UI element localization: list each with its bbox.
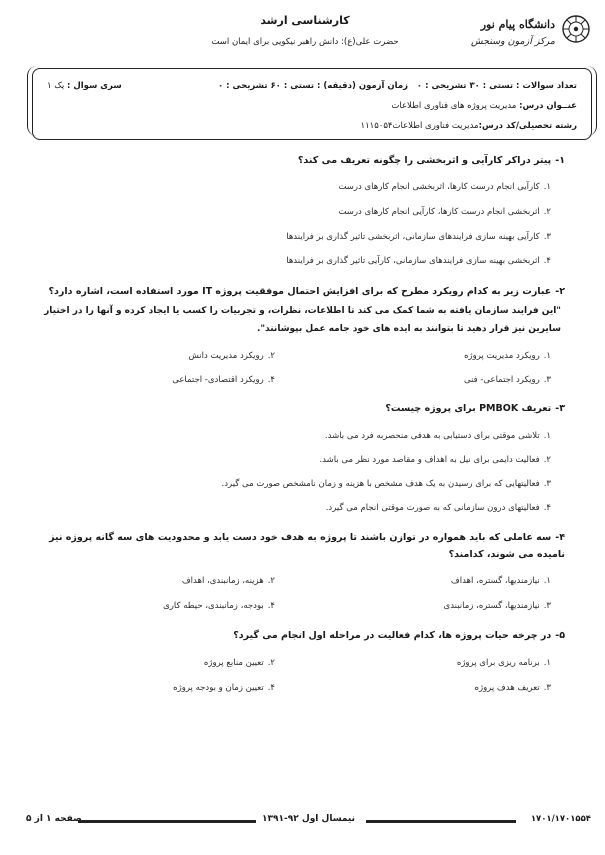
- question-5-option-1[interactable]: ۱.برنامه ریزی برای پروژه: [456, 658, 551, 668]
- university-name: دانشگاه پیام نور: [480, 18, 555, 31]
- question-4-option-1[interactable]: ۱.نیازمندیها، گستره، اهداف: [450, 576, 551, 586]
- question-4-option-4[interactable]: ۴.بودجه، زمانبندی، حیطه کاری: [163, 601, 275, 611]
- page-footer: [26, 814, 591, 828]
- university-emblem-icon: [561, 14, 591, 44]
- question-5-option-4[interactable]: ۴.تعیین زمان و بودجه پروژه: [173, 683, 275, 693]
- term-label: نیمسال اول ۹۲-۱۳۹۱: [262, 814, 355, 824]
- question-2-quote: "این فرایند سازمان یافته به شما کمک می کند تا اطلاعات، نظرات، و تجربیات را کسب یا ایجاد کرده و آنها را در اختیار سایرین نیز قرار دهید تا بتوانند به ایده های خود جامه عمل بپوشانند".: [44, 306, 561, 334]
- question-2-option-4[interactable]: ۴.رویکرد اقتصادی- اجتماعی: [172, 375, 275, 385]
- question-1-option-1[interactable]: ۱.کارآیی انجام درست کارها، اثربخشی انجام کارهای درست: [338, 182, 551, 192]
- question-count: تعداد سوالات : تستی : ۳۰ تشریحی : ۰: [416, 81, 577, 91]
- question-2: ۲-عبارت زیر به کدام رویکرد مطرح که برای افزایش احتمال موفقیت پروژه IT مورد استفاده است، اشاره دارد؟: [48, 286, 565, 297]
- page-number: صفحه ۱ از ۵: [26, 814, 82, 824]
- question-3: ۳-تعریف PMBOK برای پروژه چیست؟: [385, 403, 565, 414]
- question-2-option-2[interactable]: ۲.رویکرد مدیریت دانش: [188, 351, 275, 361]
- question-series: سری سوال : یک ۱: [47, 81, 122, 91]
- question-5-option-3[interactable]: ۳.تعریف هدف پروژه: [474, 683, 551, 693]
- question-4: ۴-سه عاملی که باید همواره در توازن باشند تا پروژه به هدف خود دست یابد و محدودیت های سه گانه پروژه نیز نامیده می شوند، کدامند؟: [49, 532, 565, 560]
- form-code: ۱۷۰۱/۱۷۰۱۵۵۴: [530, 814, 591, 824]
- question-3-option-4[interactable]: ۴.فعالیتهای درون سازمانی که به صورت موقتی انجام می گیرد.: [325, 503, 551, 513]
- course-title: عنــوان درس: مدیریت پروژه های فناوری اطلاعات: [391, 101, 577, 111]
- field-and-course-code: رشته تحصیلی/کد درس:مدیریت فناوری اطلاعات۱۱۱۵۰۵۴: [360, 121, 577, 131]
- question-1-option-3[interactable]: ۳.کارآیی بهینه سازی فرایندهای سازمانی، اثربخشی تاثیر گذاری بر فرایندها: [286, 232, 551, 242]
- question-2-option-1[interactable]: ۱.رویکرد مدیریت پروژه: [464, 351, 551, 361]
- motto: حضرت علی(ع): دانش راهبر نیکویی برای ایمان است: [211, 37, 399, 47]
- question-5-option-2[interactable]: ۲.تعیین منابع پروژه: [203, 658, 275, 668]
- question-3-option-2[interactable]: ۲.فعالیت دایمی برای نیل به اهداف و مقاصد مورد نظر می باشد.: [319, 455, 551, 465]
- exam-level: کارشناسی ارشد: [260, 14, 350, 27]
- question-1-option-2[interactable]: ۲.اثربخشی انجام درست کارها، کارآیی انجام کارهای درست: [338, 207, 551, 217]
- university-logo: [431, 12, 591, 62]
- question-3-option-1[interactable]: ۱.تلاشی موقتی برای دستیابی به هدفی منحصربه فرد می باشد.: [324, 431, 551, 441]
- question-1: ۱-پیتر دراکر کارآیی و اثربخشی را چگونه تعریف می کند؟: [297, 155, 565, 166]
- question-2-option-3[interactable]: ۳.رویکرد اجتماعی- فنی: [463, 375, 551, 385]
- question-1-option-4[interactable]: ۴.اثربخشی بهینه سازی فرایندهای سازمانی، کارآیی تاثیر گذاری بر فرایندها: [286, 256, 551, 266]
- center-name: مرکز آزمون وسنجش: [471, 36, 555, 47]
- question-3-option-3[interactable]: ۳.فعالیتهایی که برای رسیدن به یک هدف مشخص با هزینه و زمان نامشخص صورت می گیرد.: [221, 479, 551, 489]
- question-4-option-3[interactable]: ۳.نیازمندیها، گستره، زمانبندی: [443, 601, 551, 611]
- question-4-option-2[interactable]: ۲.هزینه، زمانبندی، اهداف: [181, 576, 275, 586]
- exam-time: زمان آزمون (دقیقه) : تستی : ۶۰ تشریحی : ۰: [217, 81, 409, 91]
- exam-info-box: [32, 68, 592, 140]
- question-5: ۵-در چرخه حیات پروژه ها، کدام فعالیت در مراحله اول انجام می گیرد؟: [233, 630, 565, 641]
